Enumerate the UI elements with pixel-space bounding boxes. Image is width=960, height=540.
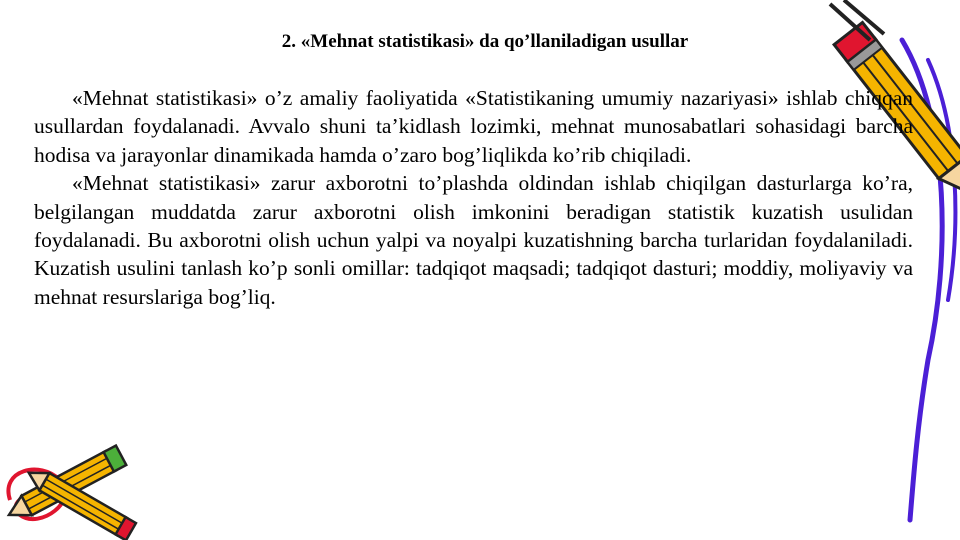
- pencils-clipart-bottom-left: [0, 430, 150, 540]
- slide-body: [34, 84, 913, 311]
- paragraph-2: «Mehnat statistikasi» zarur axborotni to’plashda oldindan ishlab chiqilgan dasturlarga ko’ra, belgilangan muddatda zarur axborotni olish imkonini beradigan statistik kuzatish usulidan foydalanadi. Bu axborotni olish uchun yalpi va noyalpi kuzatishning barcha turlaridan foydalaniladi. Kuzatish usulini tanlash ko’p sonli omillar: tadqiqot maqsadi; tadqiqot dasturi; moddiy, moliyaviy va mehnat resurslariga bog’liq.: [34, 171, 913, 309]
- paragraph-1: «Mehnat statistikasi» o’z amaliy faoliyatida «Statistikaning umumiy nazariyasi» ishlab chiqqan usullardan foydalanadi. Avvalo shuni ta’kidlash lozimki, mehnat munosabatlari sohasidagi barcha hodisa va jarayonlar dinamikada hamda o’zaro bog’liqlikda ko’rib chiqiladi.: [34, 86, 913, 167]
- slide-title: 2. «Mehnat statistikasi» da qo’llaniladigan usullar: [281, 31, 689, 52]
